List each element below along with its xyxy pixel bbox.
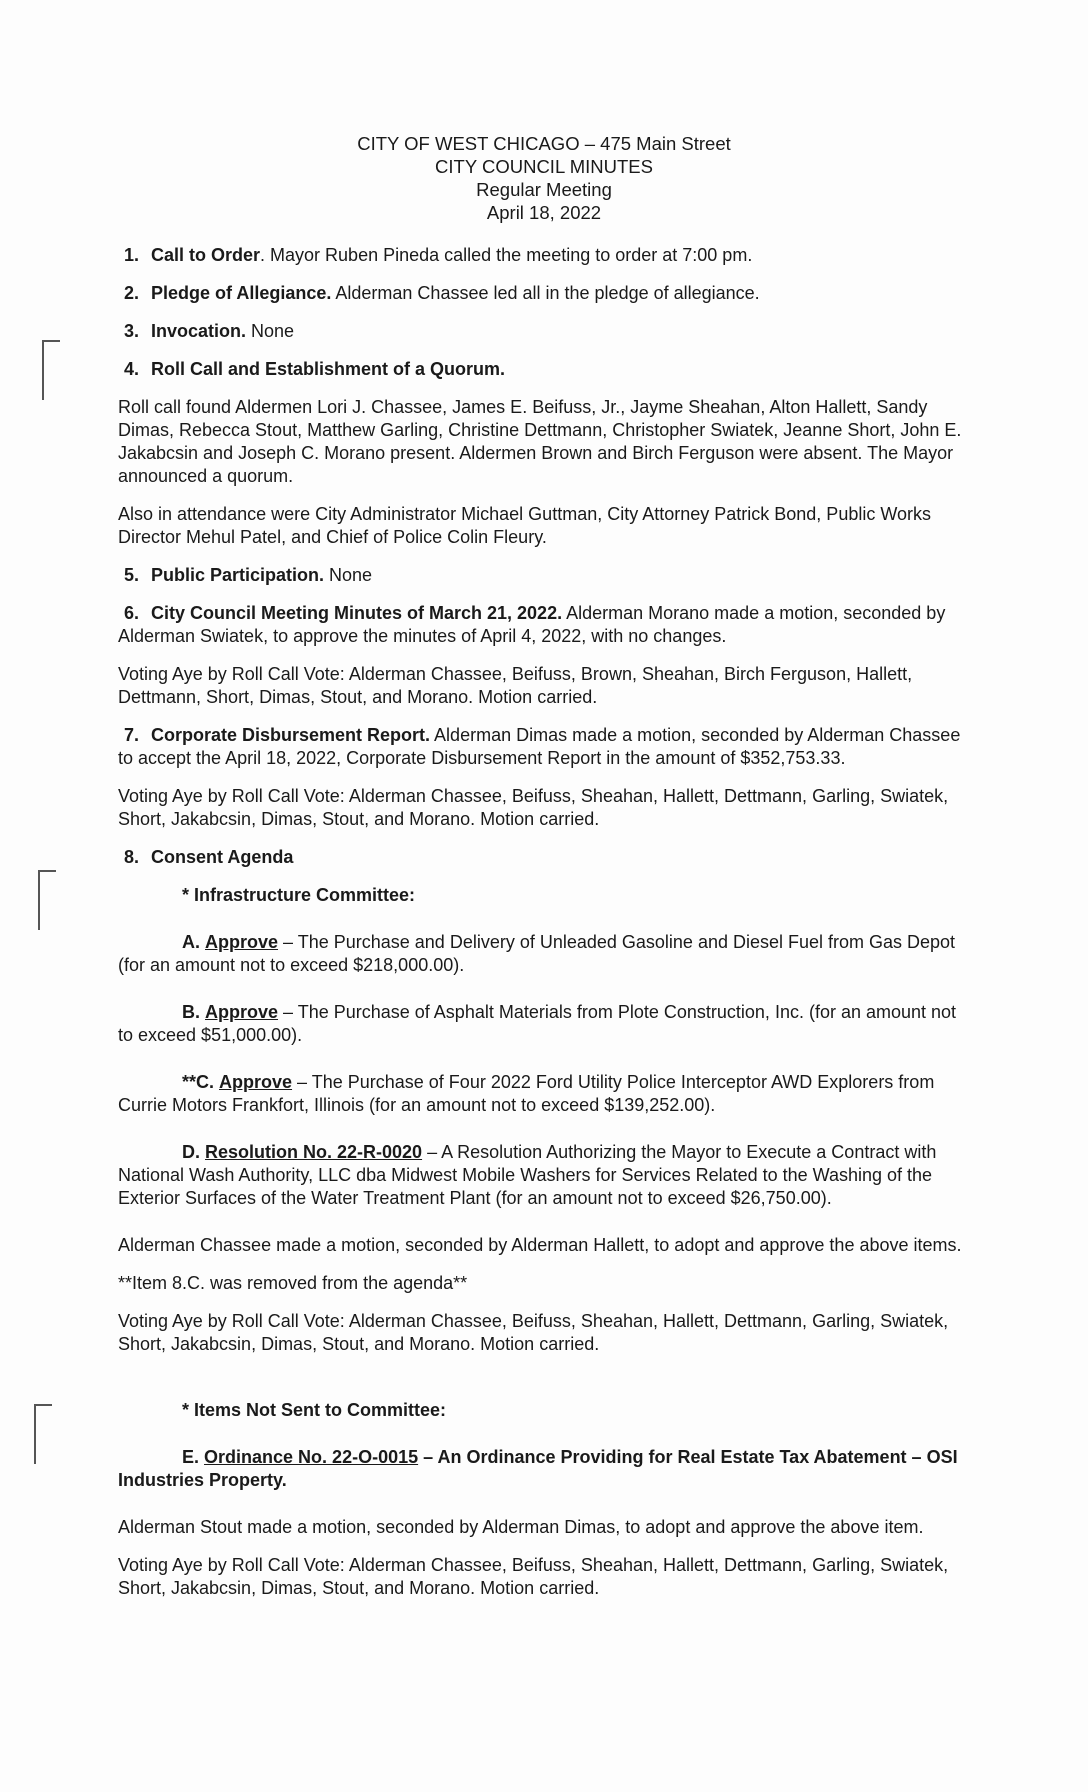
agenda-item-label: Approve xyxy=(219,1072,293,1092)
item-pledge: 2. Pledge of Allegiance. Alderman Chassee led all in the pledge of allegiance. xyxy=(124,283,760,303)
document-header xyxy=(0,132,1088,224)
attendance-paragraph: Also in attendance were City Administrator Michael Guttman, City Attorney Patrick Bond, Public Works Director Mehul Patel, and Chief of Police Colin Fleury. xyxy=(118,504,932,547)
consent-motion-paragraph: Alderman Chassee made a motion, seconded by Alderman Hallett, to adopt and approve the above items. xyxy=(118,1235,962,1255)
item-roll-call: 4. Roll Call and Establishment of a Quorum. xyxy=(124,359,506,379)
agenda-item-label: Approve xyxy=(205,1002,279,1022)
agenda-item-e: E. Ordinance No. 22-O-0015 – An Ordinance Providing for Real Estate Tax Abatement – OSI Industries Property. xyxy=(118,1447,958,1490)
agenda-item-a: A. Approve – The Purchase and Delivery of Unleaded Gasoline and Diesel Fuel from Gas Depot (for an amount not to exceed $218,000.00). xyxy=(118,932,956,975)
vote-paragraph: Voting Aye by Roll Call Vote: Alderman Chassee, Beifuss, Brown, Sheahan, Birch Ferguson, Hallett, Dettmann, Short, Dimas, Stout, and Morano. Motion carried. xyxy=(118,664,913,707)
vote-paragraph: Voting Aye by Roll Call Vote: Alderman Chassee, Beifuss, Sheahan, Hallett, Dettmann, Garling, Swiatek, Short, Jakabcsin, Dimas, Stout, and Morano. Motion carried. xyxy=(118,1555,949,1598)
item-meeting-minutes: 6. City Council Meeting Minutes of March 21, 2022. Alderman Morano made a motion, seconded by Alderman Swiatek, to approve the minutes of April 4, 2022, with no changes. xyxy=(118,603,946,646)
item-public-participation: 5. Public Participation. None xyxy=(124,565,373,585)
infrastructure-committee-heading: * Infrastructure Committee: xyxy=(182,885,416,905)
item-title: City Council Meeting Minutes of March 21, 2022. xyxy=(151,603,563,623)
margin-bracket-mark xyxy=(42,340,60,400)
removed-note: **Item 8.C. was removed from the agenda** xyxy=(118,1273,468,1293)
item-disbursement-report: 7. Corporate Disbursement Report. Alderman Dimas made a motion, seconded by Alderman Chassee to accept the April 18, 2022, Corporate Disbursement Report in the amount of $352,753.33. xyxy=(118,725,961,768)
vote-paragraph: Voting Aye by Roll Call Vote: Alderman Chassee, Beifuss, Sheahan, Hallett, Dettmann, Garling, Swiatek, Short, Jakabcsin, Dimas, Stout, and Morano. Motion carried. xyxy=(118,786,949,829)
roll-call-paragraph: Roll call found Aldermen Lori J. Chassee, James E. Beifuss, Jr., Jayme Sheahan, Alton Hallett, Sandy Dimas, Rebecca Stout, Matthew Garling, Christine Dettmann, Christopher Swiatek, Jeanne Short, John E. Jakabcsin and Joseph C. Morano present. Aldermen Brown and Birch Ferguson were absent. The Mayor announced a quorum. xyxy=(118,397,962,486)
agenda-item-b: B. Approve – The Purchase of Asphalt Materials from Plote Construction, Inc. (for an amount not to exceed $51,000.00). xyxy=(118,1002,957,1045)
agenda-item-d: D. Resolution No. 22-R-0020 – A Resolution Authorizing the Mayor to Execute a Contract with National Wash Authority, LLC dba Midwest Mobile Washers for Services Related to the Washing of the Exterior Surfaces of the Water Treatment Plant (for an amount not to exceed $26,750.00). xyxy=(118,1142,937,1208)
item-invocation: 3. Invocation. None xyxy=(124,321,295,341)
agenda-item-label: Resolution No. 22-R-0020 xyxy=(205,1142,423,1162)
item-consent-agenda: 8. Consent Agenda xyxy=(124,847,294,867)
header-meeting-type: Regular Meeting xyxy=(476,179,612,200)
margin-bracket-mark xyxy=(38,870,56,930)
item-title: Roll Call and Establishment of a Quorum. xyxy=(151,359,506,379)
agenda-item-c: **C. Approve – The Purchase of Four 2022 Ford Utility Police Interceptor AWD Explorers from Currie Motors Frankfort, Illinois (for an amount not to exceed $139,252.00). xyxy=(118,1072,935,1115)
item-call-to-order: 1. Call to Order. Mayor Ruben Pineda called the meeting to order at 7:00 pm. xyxy=(124,245,753,265)
ordinance-motion-paragraph: Alderman Stout made a motion, seconded by Alderman Dimas, to adopt and approve the above item. xyxy=(118,1517,924,1537)
item-title: Corporate Disbursement Report. xyxy=(151,725,431,745)
header-title: CITY COUNCIL MINUTES xyxy=(435,156,653,177)
agenda-item-label: Approve xyxy=(205,932,279,952)
spacer xyxy=(118,1371,970,1399)
header-date: April 18, 2022 xyxy=(486,202,602,223)
margin-bracket-mark xyxy=(34,1404,52,1464)
item-title: Public Participation. xyxy=(151,565,325,585)
not-sent-to-committee-heading: * Items Not Sent to Committee: xyxy=(182,1400,447,1420)
minutes-body xyxy=(118,244,970,1615)
item-title: Pledge of Allegiance. xyxy=(151,283,332,303)
agenda-item-label: Ordinance No. 22-O-0015 xyxy=(204,1447,419,1467)
item-title: Consent Agenda xyxy=(151,847,294,867)
vote-paragraph: Voting Aye by Roll Call Vote: Alderman Chassee, Beifuss, Sheahan, Hallett, Dettmann, Garling, Swiatek, Short, Jakabcsin, Dimas, Stout, and Morano. Motion carried. xyxy=(118,1311,949,1354)
header-address: CITY OF WEST CHICAGO – 475 Main Street xyxy=(357,133,731,154)
item-title: Invocation. xyxy=(151,321,247,341)
item-title: Call to Order xyxy=(151,245,261,265)
